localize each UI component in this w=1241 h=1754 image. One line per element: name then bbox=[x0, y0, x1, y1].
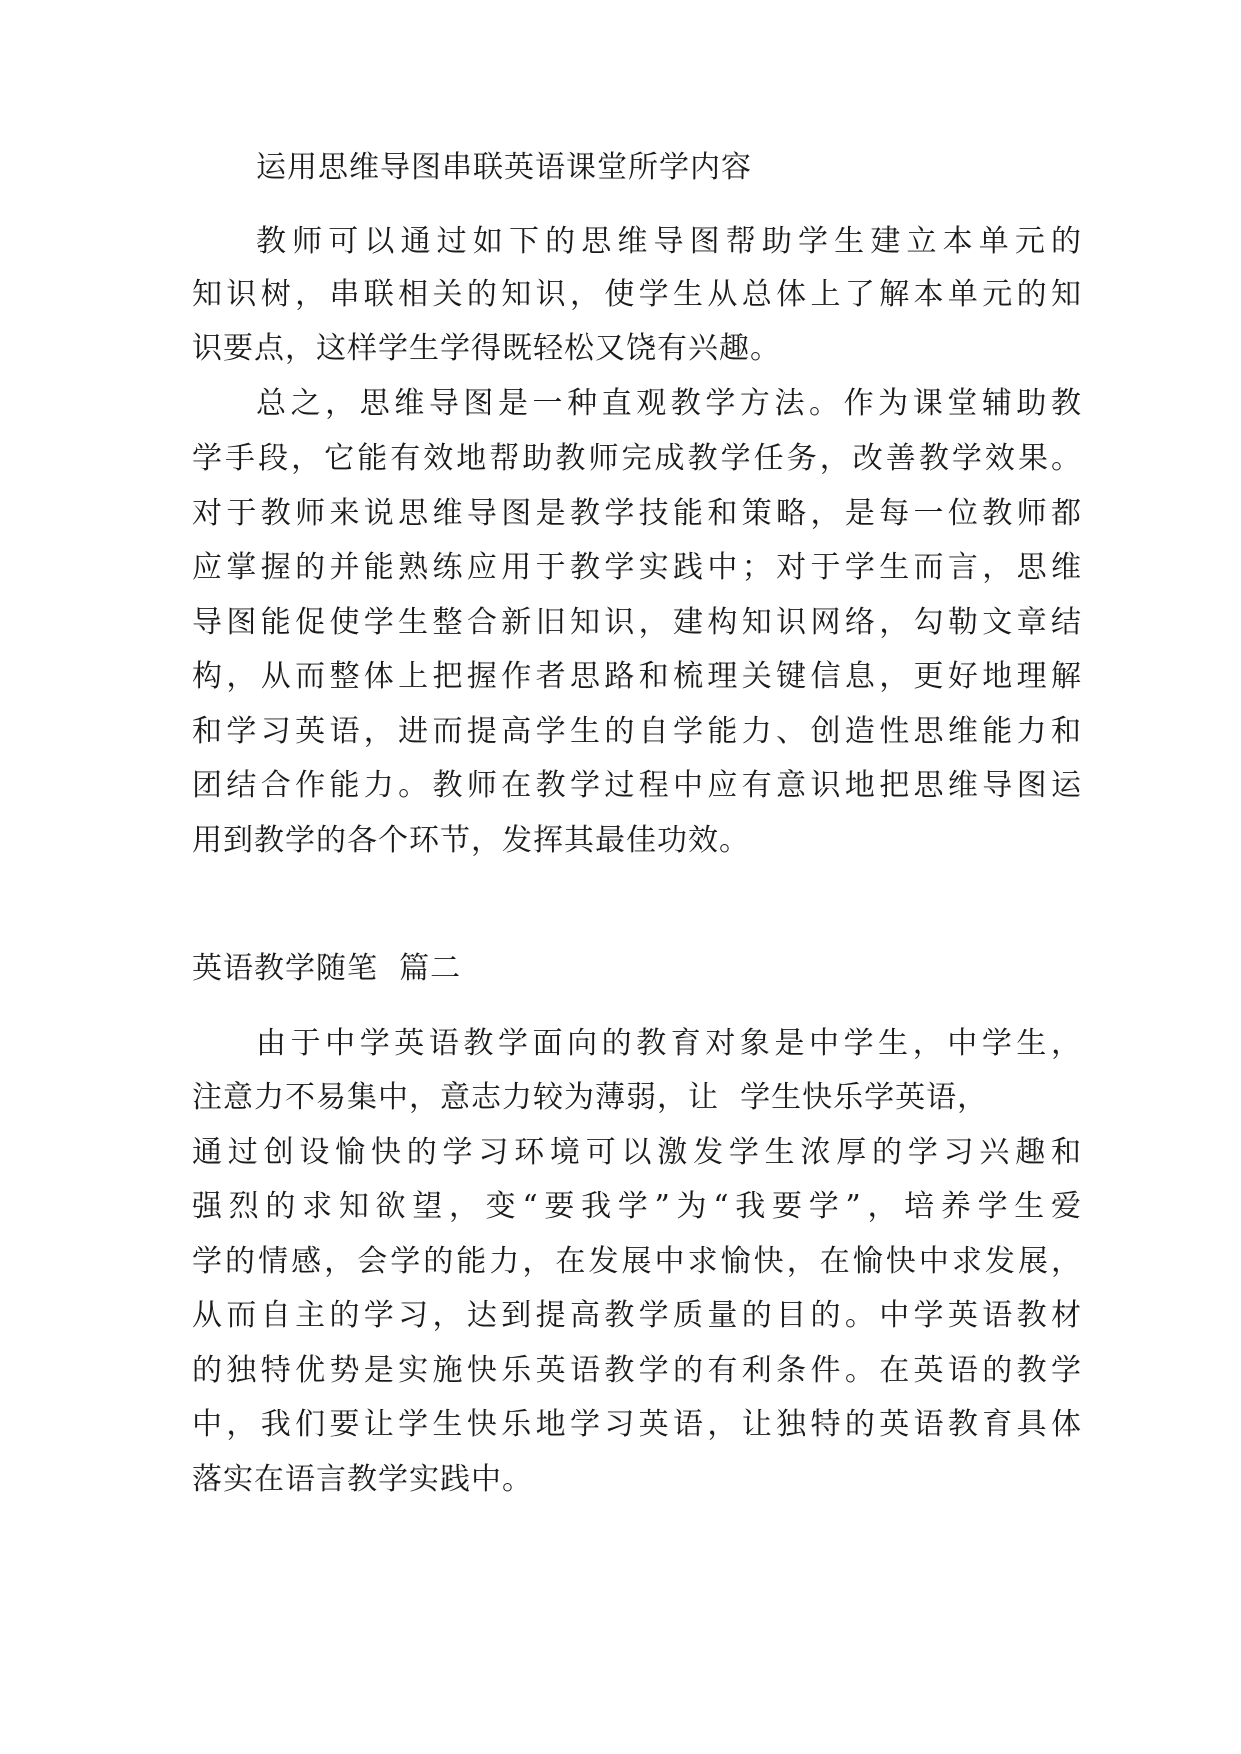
paragraph-line: 应掌握的并能熟练应用于教学实践中；对于学生而言，思维 bbox=[192, 550, 1082, 585]
paragraph-line: 通过创设愉快的学习环境可以激发学生浓厚的学习兴趣和 bbox=[192, 1135, 1082, 1170]
paragraph-line: 教师可以通过如下的思维导图帮助学生建立本单元的 bbox=[256, 224, 1082, 259]
paragraph-line: 学的情感，会学的能力，在发展中求愉快，在愉快中求发展， bbox=[192, 1244, 1082, 1279]
section-heading: 英语教学随笔 篇二 bbox=[192, 951, 462, 986]
paragraph-line: 导图能促使学生整合新旧知识，建构知识网络，勾勒文章结 bbox=[192, 605, 1082, 640]
paragraph-line: 落实在语言教学实践中。 bbox=[192, 1462, 533, 1497]
paragraph-line: 识要点，这样学生学得既轻松又饶有兴趣。 bbox=[192, 331, 781, 366]
paragraph-line: 的独特优势是实施快乐英语教学的有利条件。在英语的教学 bbox=[192, 1353, 1082, 1388]
paragraph-line: 知识树，串联相关的知识，使学生从总体上了解本单元的知 bbox=[192, 277, 1082, 312]
paragraph-line: 由于中学英语教学面向的教育对象是中学生，中学生， bbox=[256, 1026, 1082, 1061]
paragraph-line: 总之，思维导图是一种直观教学方法。作为课堂辅助教 bbox=[256, 386, 1082, 421]
paragraph-line: 团结合作能力。教师在教学过程中应有意识地把思维导图运 bbox=[192, 768, 1082, 803]
paragraph-line: 强烈的求知欲望，变“要我学”为“我要学”，培养学生爱 bbox=[192, 1189, 1082, 1224]
paragraph-line: 和学习英语，进而提高学生的自学能力、创造性思维能力和 bbox=[192, 714, 1082, 749]
paragraph-line: 学手段，它能有效地帮助教师完成教学任务，改善教学效果。 bbox=[192, 441, 1082, 476]
paragraph-line: 对于教师来说思维导图是教学技能和策略，是每一位教师都 bbox=[192, 496, 1082, 531]
paragraph-line: 注意力不易集中，意志力较为薄弱，让 学生快乐学英语， bbox=[192, 1080, 989, 1115]
paragraph-line: 用到教学的各个环节，发挥其最佳功效。 bbox=[192, 823, 750, 858]
paragraph-line: 从而自主的学习，达到提高教学质量的目的。中学英语教材 bbox=[192, 1298, 1082, 1333]
paragraph-line: 中，我们要让学生快乐地学习英语，让独特的英语教育具体 bbox=[192, 1407, 1082, 1442]
paragraph-line: 构，从而整体上把握作者思路和梳理关键信息，更好地理解 bbox=[192, 659, 1082, 694]
section-heading: 运用思维导图串联英语课堂所学内容 bbox=[256, 150, 752, 185]
